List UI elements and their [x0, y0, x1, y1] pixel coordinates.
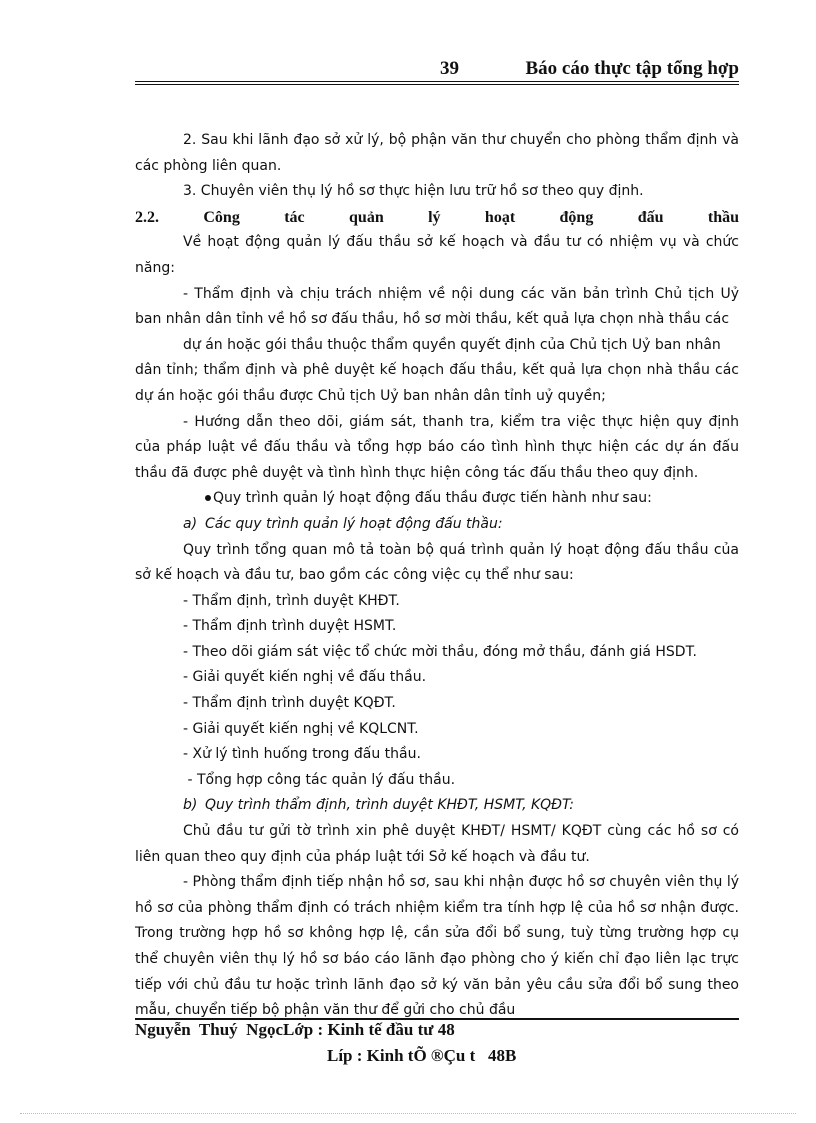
list-item: - Thẩm định trình duyệt KQĐT.: [183, 695, 396, 712]
page-header: [135, 56, 739, 80]
list-item: - Tổng hợp công tác quản lý đấu thầu.: [183, 771, 456, 788]
paragraph: dự án hoặc gói thầu thuộc thẩm quyền quyết định của Chủ tịch Uỷ ban nhân: [183, 336, 721, 353]
paragraph: 3. Chuyên viên thụ lý hồ sơ thực hiện lưu trữ hồ sơ theo quy định.: [183, 183, 644, 200]
section-number: 2.2.: [135, 208, 159, 226]
header-rule-top: [135, 81, 739, 82]
paragraph: Về hoạt động quản lý đấu thầu sở kế hoạch và đầu tư có nhiệm vụ và chức năng:: [135, 234, 739, 276]
list-item: - Theo dõi giám sát việc tổ chức mời thầu, đóng mở thầu, đánh giá HSDT.: [183, 643, 697, 660]
subheading-b: b) Quy trình thẩm định, trình duyệt KHĐT, HSMT, KQĐT:: [183, 797, 575, 814]
header-title: Báo cáo thực tập tổng hợp: [525, 58, 739, 79]
list-item: - Giải quyết kiến nghị về đấu thầu.: [183, 669, 427, 686]
paragraph: Quy trình tổng quan mô tả toàn bộ quá trình quản lý hoạt động đấu thầu của sở kế hoạch và đầu tư, bao gồm các công việc cụ thể như sau:: [135, 541, 739, 584]
section-heading: 2.2. Công tác quản lý hoạt động đấu thầu: [135, 205, 739, 231]
bullet-icon: [183, 486, 213, 512]
page-number: 39: [440, 58, 459, 79]
list-item: - Thẩm định trình duyệt HSMT.: [183, 618, 397, 635]
paragraph: - Hướng dẫn theo dõi, giám sát, thanh tra, kiểm tra việc thực hiện quy định của pháp luật về đấu thầu và tổng hợp báo cáo tình hình thực hiện các dự án đấu thầu đã được phê duyệt và tình hình thực hiện công tác đấu thầu theo quy định.: [135, 413, 739, 481]
paragraph: 2. Sau khi lãnh đạo sở xử lý, bộ phận văn thư chuyển cho phòng thẩm định và các phòng liên quan.: [135, 132, 739, 174]
list-item: - Giải quyết kiến nghị về KQLCNT.: [183, 720, 419, 737]
paragraph: - Thẩm định và chịu trách nhiệm về nội dung các văn bản trình Chủ tịch Uỷ ban nhân dân tỉnh về hồ sơ đấu thầu, hồ sơ mời thầu, kết quả lựa chọn nhà thầu các: [135, 285, 739, 328]
subheading-a: a) Các quy trình quản lý hoạt động đấu thầu:: [183, 515, 503, 532]
paragraph: Chủ đầu tư gửi tờ trình xin phê duyệt KHĐT/ HSMT/ KQĐT cùng các hồ sơ có liên quan theo quy định của pháp luật tới Sở kế hoạch và đầu tư.: [135, 823, 739, 865]
footer-class: Líp : Kinh tÕ ®Çu t 48B: [327, 1046, 517, 1065]
footer-author: Nguyễn Thuý NgọcLớp : Kinh tế đầu tư 48: [135, 1020, 455, 1039]
list-item: - Thẩm định, trình duyệt KHĐT.: [183, 592, 400, 609]
list-item: - Xử lý tình huống trong đấu thầu.: [183, 746, 421, 763]
page-edge-dots: [20, 1113, 796, 1114]
paragraph: - Phòng thẩm định tiếp nhận hồ sơ, sau khi nhận được hồ sơ chuyên viên thụ lý hồ sơ của phòng thẩm định có trách nhiệm kiểm tra tính hợp lệ của hồ sơ nhận được. Trong trường hợp hồ sơ không hợp lệ, cần sửa đổi bổ sung, tuỳ từng trường hợp cụ thể chuyên viên thụ lý hồ sơ báo cáo lãnh đạo phòng cho ý kiến chỉ đạo liên lạc trực tiếp với chủ đầu tư hoặc trình lãnh đạo sở ký văn bản yêu cầu sửa đổi bổ sung theo mẫu, chuyển tiếp bộ phận văn thư để gửi cho chủ đầu: [135, 874, 739, 1019]
paragraph: dân tỉnh; thẩm định và phê duyệt kế hoạch đấu thầu, kết quả lựa chọn nhà thầu các dự án hoặc gói thầu được Chủ tịch Uỷ ban nhân dân tỉnh uỷ quyền;: [135, 362, 739, 404]
bullet-item: Quy trình quản lý hoạt động đấu thầu được tiến hành như sau:: [135, 486, 739, 512]
document-body: [135, 128, 739, 1024]
header-rule-bottom: [135, 84, 739, 85]
